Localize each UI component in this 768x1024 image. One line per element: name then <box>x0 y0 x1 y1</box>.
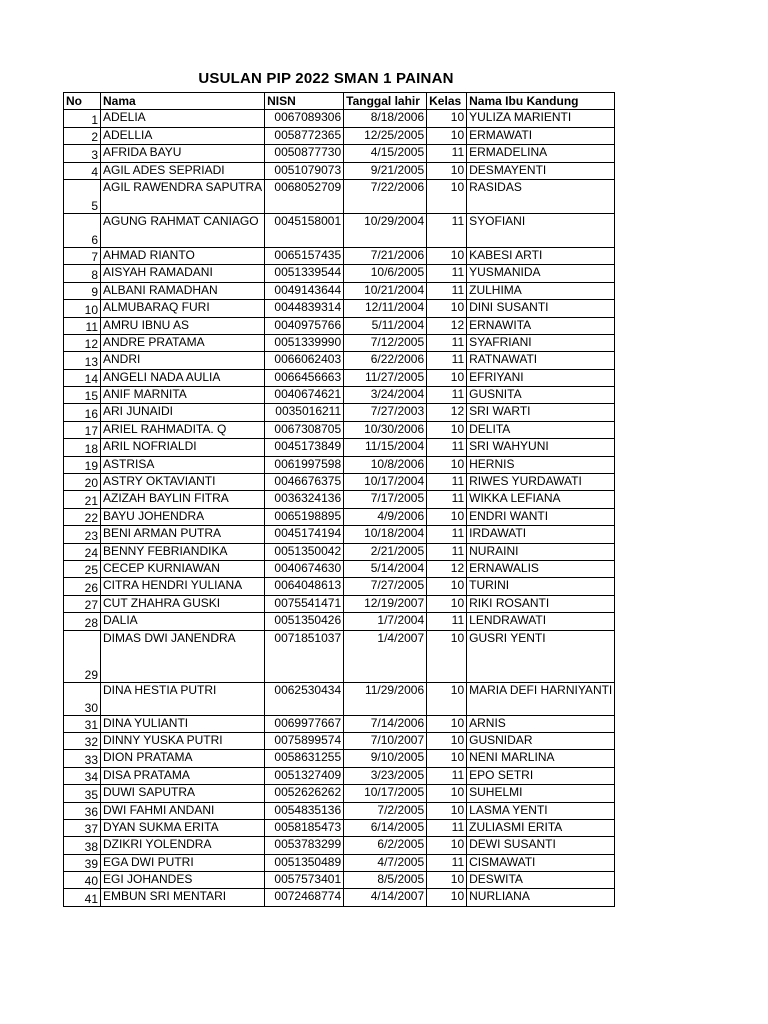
cell-no: 10 <box>64 300 101 317</box>
cell-tanggal-lahir: 10/30/2006 <box>344 421 427 438</box>
table-row <box>64 404 615 421</box>
header-nama-ibu: Nama Ibu Kandung <box>467 93 615 110</box>
cell-nama-ibu: DESWITA <box>467 872 615 889</box>
cell-nisn: 0058631255 <box>265 750 344 767</box>
cell-nama-ibu: GUSRI YENTI <box>467 630 615 682</box>
cell-nama-ibu: ENDRI WANTI <box>467 508 615 525</box>
cell-kelas: 10 <box>427 872 467 889</box>
cell-tanggal-lahir: 1/4/2007 <box>344 630 427 682</box>
cell-no: 11 <box>64 317 101 334</box>
cell-nama-ibu: DINI SUSANTI <box>467 300 615 317</box>
cell-nama-ibu: ERNAWALIS <box>467 560 615 577</box>
table-row <box>64 127 615 144</box>
cell-kelas: 10 <box>427 179 467 213</box>
cell-nama-ibu: YUSMANIDA <box>467 265 615 282</box>
cell-nisn: 0066062403 <box>265 352 344 369</box>
cell-nisn: 0062530434 <box>265 682 344 715</box>
cell-no: 17 <box>64 421 101 438</box>
cell-kelas: 11 <box>427 543 467 560</box>
cell-no: 5 <box>64 179 101 213</box>
cell-tanggal-lahir: 11/27/2005 <box>344 369 427 386</box>
table-row <box>64 767 615 784</box>
table-row <box>64 543 615 560</box>
cell-kelas: 12 <box>427 317 467 334</box>
cell-nisn: 0040975766 <box>265 317 344 334</box>
cell-nama: AMRU IBNU AS <box>101 317 265 334</box>
table-row <box>64 854 615 871</box>
cell-nisn: 0051350042 <box>265 543 344 560</box>
cell-nama: AFRIDA BAYU <box>101 145 265 162</box>
cell-tanggal-lahir: 7/14/2006 <box>344 715 427 732</box>
cell-tanggal-lahir: 6/2/2005 <box>344 837 427 854</box>
cell-tanggal-lahir: 10/29/2004 <box>344 213 427 247</box>
cell-tanggal-lahir: 9/21/2005 <box>344 162 427 179</box>
cell-tanggal-lahir: 1/7/2004 <box>344 613 427 630</box>
table-row <box>64 213 615 247</box>
cell-nama: ASTRISA <box>101 456 265 473</box>
header-nama: Nama <box>101 93 265 110</box>
cell-no: 20 <box>64 474 101 491</box>
cell-nama: CUT ZHAHRA GUSKI <box>101 595 265 612</box>
cell-tanggal-lahir: 7/27/2005 <box>344 578 427 595</box>
cell-no: 6 <box>64 213 101 247</box>
cell-no: 31 <box>64 715 101 732</box>
cell-nama-ibu: SUHELMI <box>467 785 615 802</box>
table-row <box>64 837 615 854</box>
cell-nisn: 0036324136 <box>265 491 344 508</box>
cell-nisn: 0069977667 <box>265 715 344 732</box>
cell-nisn: 0051350426 <box>265 613 344 630</box>
cell-kelas: 10 <box>427 715 467 732</box>
table-row <box>64 282 615 299</box>
cell-nama-ibu: RIWES YURDAWATI <box>467 474 615 491</box>
cell-no: 3 <box>64 145 101 162</box>
cell-nama-ibu: LENDRAWATI <box>467 613 615 630</box>
cell-no: 26 <box>64 578 101 595</box>
cell-tanggal-lahir: 7/17/2005 <box>344 491 427 508</box>
cell-kelas: 10 <box>427 837 467 854</box>
cell-nama-ibu: NURLIANA <box>467 889 615 906</box>
cell-no: 1 <box>64 110 101 127</box>
cell-nama-ibu: CISMAWATI <box>467 854 615 871</box>
cell-no: 23 <box>64 526 101 543</box>
cell-no: 12 <box>64 334 101 351</box>
cell-nisn: 0065198895 <box>265 508 344 525</box>
cell-nisn: 0058185473 <box>265 819 344 836</box>
cell-nama-ibu: YULIZA MARIENTI <box>467 110 615 127</box>
cell-kelas: 10 <box>427 456 467 473</box>
cell-no: 41 <box>64 889 101 906</box>
header-tanggal-lahir: Tanggal lahir <box>344 93 427 110</box>
cell-no: 25 <box>64 560 101 577</box>
cell-no: 21 <box>64 491 101 508</box>
cell-nama: AGIL RAWENDRA SAPUTRA <box>101 179 265 213</box>
cell-tanggal-lahir: 10/17/2004 <box>344 474 427 491</box>
cell-kelas: 10 <box>427 247 467 264</box>
cell-nama-ibu: SYOFIANI <box>467 213 615 247</box>
cell-no: 37 <box>64 819 101 836</box>
cell-nama-ibu: ERMADELINA <box>467 145 615 162</box>
cell-no: 29 <box>64 630 101 682</box>
cell-nisn: 0051350489 <box>265 854 344 871</box>
cell-kelas: 11 <box>427 819 467 836</box>
table-row <box>64 491 615 508</box>
cell-nama-ibu: DELITA <box>467 421 615 438</box>
table-row <box>64 630 615 682</box>
cell-tanggal-lahir: 7/21/2006 <box>344 247 427 264</box>
cell-nama-ibu: ZULHIMA <box>467 282 615 299</box>
cell-no: 36 <box>64 802 101 819</box>
cell-no: 18 <box>64 439 101 456</box>
cell-tanggal-lahir: 8/18/2006 <box>344 110 427 127</box>
cell-nama: ANDRE PRATAMA <box>101 334 265 351</box>
cell-nama-ibu: WIKKA LEFIANA <box>467 491 615 508</box>
cell-kelas: 10 <box>427 595 467 612</box>
cell-nama: BENNY FEBRIANDIKA <box>101 543 265 560</box>
table-row <box>64 872 615 889</box>
cell-nisn: 0046676375 <box>265 474 344 491</box>
cell-nisn: 0049143644 <box>265 282 344 299</box>
cell-nama: ARI JUNAIDI <box>101 404 265 421</box>
cell-nama: BAYU JOHENDRA <box>101 508 265 525</box>
table-row <box>64 802 615 819</box>
cell-nisn: 0065157435 <box>265 247 344 264</box>
table-row <box>64 421 615 438</box>
cell-nama-ibu: NENI MARLINA <box>467 750 615 767</box>
cell-no: 14 <box>64 369 101 386</box>
cell-no: 28 <box>64 613 101 630</box>
cell-kelas: 10 <box>427 732 467 749</box>
cell-kelas: 11 <box>427 282 467 299</box>
cell-no: 24 <box>64 543 101 560</box>
cell-nama: ADELIA <box>101 110 265 127</box>
cell-kelas: 10 <box>427 300 467 317</box>
table-row <box>64 352 615 369</box>
cell-nama: EMBUN SRI MENTARI <box>101 889 265 906</box>
table-row <box>64 162 615 179</box>
cell-nisn: 0068052709 <box>265 179 344 213</box>
cell-kelas: 11 <box>427 213 467 247</box>
cell-nama: DZIKRI YOLENDRA <box>101 837 265 854</box>
cell-tanggal-lahir: 10/17/2005 <box>344 785 427 802</box>
cell-nisn: 0044839314 <box>265 300 344 317</box>
cell-tanggal-lahir: 5/14/2004 <box>344 560 427 577</box>
cell-nama: DIMAS DWI JANENDRA <box>101 630 265 682</box>
cell-kelas: 10 <box>427 785 467 802</box>
cell-nama: DALIA <box>101 613 265 630</box>
cell-nama: AGUNG RAHMAT CANIAGO <box>101 213 265 247</box>
cell-kelas: 11 <box>427 854 467 871</box>
cell-tanggal-lahir: 4/7/2005 <box>344 854 427 871</box>
cell-nama-ibu: ERNAWITA <box>467 317 615 334</box>
cell-nama-ibu: RATNAWATI <box>467 352 615 369</box>
cell-nama-ibu: DESMAYENTI <box>467 162 615 179</box>
cell-tanggal-lahir: 12/25/2005 <box>344 127 427 144</box>
cell-nama: ANIF MARNITA <box>101 387 265 404</box>
cell-nama-ibu: TURINI <box>467 578 615 595</box>
cell-nisn: 0066456663 <box>265 369 344 386</box>
cell-nisn: 0045173849 <box>265 439 344 456</box>
cell-nisn: 0071851037 <box>265 630 344 682</box>
cell-nisn: 0067089306 <box>265 110 344 127</box>
cell-kelas: 11 <box>427 387 467 404</box>
cell-tanggal-lahir: 10/18/2004 <box>344 526 427 543</box>
cell-kelas: 10 <box>427 369 467 386</box>
cell-no: 7 <box>64 247 101 264</box>
table-row <box>64 265 615 282</box>
cell-nama-ibu: RIKI ROSANTI <box>467 595 615 612</box>
student-table <box>63 92 615 907</box>
cell-tanggal-lahir: 7/10/2007 <box>344 732 427 749</box>
cell-nama: AZIZAH BAYLIN FITRA <box>101 491 265 508</box>
cell-tanggal-lahir: 5/11/2004 <box>344 317 427 334</box>
cell-tanggal-lahir: 6/14/2005 <box>344 819 427 836</box>
cell-tanggal-lahir: 11/15/2004 <box>344 439 427 456</box>
cell-kelas: 10 <box>427 682 467 715</box>
cell-nama-ibu: GUSNIDAR <box>467 732 615 749</box>
cell-nama: ARIEL RAHMADITA. Q <box>101 421 265 438</box>
cell-no: 13 <box>64 352 101 369</box>
table-row <box>64 179 615 213</box>
table-row <box>64 145 615 162</box>
cell-tanggal-lahir: 2/21/2005 <box>344 543 427 560</box>
table-row <box>64 613 615 630</box>
cell-nisn: 0054835136 <box>265 802 344 819</box>
cell-nama: ASTRY OKTAVIANTI <box>101 474 265 491</box>
cell-nama: DINA HESTIA PUTRI <box>101 682 265 715</box>
cell-no: 15 <box>64 387 101 404</box>
table-row <box>64 439 615 456</box>
cell-nama-ibu: HERNIS <box>467 456 615 473</box>
table-row <box>64 247 615 264</box>
cell-kelas: 10 <box>427 802 467 819</box>
cell-kelas: 10 <box>427 110 467 127</box>
cell-no: 19 <box>64 456 101 473</box>
cell-no: 4 <box>64 162 101 179</box>
header-kelas: Kelas <box>427 93 467 110</box>
cell-kelas: 11 <box>427 613 467 630</box>
cell-kelas: 10 <box>427 508 467 525</box>
table-row <box>64 110 615 127</box>
cell-nama-ibu: IRDAWATI <box>467 526 615 543</box>
cell-no: 35 <box>64 785 101 802</box>
table-row <box>64 715 615 732</box>
cell-nama: ARIL NOFRIALDI <box>101 439 265 456</box>
header-nisn: NISN <box>265 93 344 110</box>
cell-nama-ibu: LASMA YENTI <box>467 802 615 819</box>
cell-kelas: 10 <box>427 162 467 179</box>
cell-nama: ALBANI RAMADHAN <box>101 282 265 299</box>
cell-tanggal-lahir: 8/5/2005 <box>344 872 427 889</box>
cell-nisn: 0052626262 <box>265 785 344 802</box>
table-header-row <box>64 93 615 110</box>
cell-no: 22 <box>64 508 101 525</box>
cell-nisn: 0051339544 <box>265 265 344 282</box>
cell-nama: DISA PRATAMA <box>101 767 265 784</box>
cell-kelas: 10 <box>427 630 467 682</box>
cell-nama-ibu: SRI WARTI <box>467 404 615 421</box>
cell-tanggal-lahir: 11/29/2006 <box>344 682 427 715</box>
cell-nisn: 0035016211 <box>265 404 344 421</box>
cell-tanggal-lahir: 7/27/2003 <box>344 404 427 421</box>
cell-nama: DUWI SAPUTRA <box>101 785 265 802</box>
table-row <box>64 819 615 836</box>
cell-tanggal-lahir: 7/12/2005 <box>344 334 427 351</box>
document-title: USULAN PIP 2022 SMAN 1 PAINAN <box>198 70 454 87</box>
cell-tanggal-lahir: 9/10/2005 <box>344 750 427 767</box>
cell-nisn: 0051327409 <box>265 767 344 784</box>
cell-nisn: 0057573401 <box>265 872 344 889</box>
cell-nama: DYAN SUKMA ERITA <box>101 819 265 836</box>
cell-nama: AHMAD RIANTO <box>101 247 265 264</box>
cell-kelas: 11 <box>427 526 467 543</box>
cell-kelas: 11 <box>427 265 467 282</box>
cell-nisn: 0050877730 <box>265 145 344 162</box>
cell-nama-ibu: MARIA DEFI HARNIYANTI <box>467 682 615 715</box>
cell-nisn: 0064048613 <box>265 578 344 595</box>
cell-nama: ADELLIA <box>101 127 265 144</box>
cell-nama-ibu: ZULIASMI ERITA <box>467 819 615 836</box>
cell-kelas: 11 <box>427 439 467 456</box>
cell-nama: CITRA HENDRI YULIANA <box>101 578 265 595</box>
cell-kelas: 11 <box>427 352 467 369</box>
table-row <box>64 889 615 906</box>
cell-kelas: 10 <box>427 421 467 438</box>
cell-kelas: 11 <box>427 767 467 784</box>
header-no: No <box>64 93 101 110</box>
cell-kelas: 11 <box>427 474 467 491</box>
cell-nisn: 0051079073 <box>265 162 344 179</box>
cell-nama-ibu: ERMAWATI <box>467 127 615 144</box>
cell-no: 30 <box>64 682 101 715</box>
cell-nama: AGIL ADES SEPRIADI <box>101 162 265 179</box>
table-row <box>64 526 615 543</box>
cell-tanggal-lahir: 4/15/2005 <box>344 145 427 162</box>
cell-tanggal-lahir: 7/22/2006 <box>344 179 427 213</box>
cell-nama: EGI JOHANDES <box>101 872 265 889</box>
cell-nama-ibu: EPO SETRI <box>467 767 615 784</box>
cell-kelas: 12 <box>427 404 467 421</box>
cell-no: 34 <box>64 767 101 784</box>
cell-tanggal-lahir: 10/8/2006 <box>344 456 427 473</box>
cell-no: 38 <box>64 837 101 854</box>
cell-tanggal-lahir: 4/14/2007 <box>344 889 427 906</box>
cell-nisn: 0061997598 <box>265 456 344 473</box>
cell-no: 39 <box>64 854 101 871</box>
table-row <box>64 785 615 802</box>
cell-nama: ANDRI <box>101 352 265 369</box>
cell-nisn: 0075541471 <box>265 595 344 612</box>
table-row <box>64 560 615 577</box>
table-body <box>64 110 615 906</box>
table-row <box>64 732 615 749</box>
table-row <box>64 595 615 612</box>
table-row <box>64 369 615 386</box>
cell-nama: DINNY YUSKA PUTRI <box>101 732 265 749</box>
cell-nama-ibu: NURAINI <box>467 543 615 560</box>
cell-kelas: 11 <box>427 491 467 508</box>
cell-no: 2 <box>64 127 101 144</box>
table-row <box>64 300 615 317</box>
cell-kelas: 10 <box>427 127 467 144</box>
cell-nama-ibu: SYAFRIANI <box>467 334 615 351</box>
cell-kelas: 10 <box>427 578 467 595</box>
cell-nama: DWI FAHMI ANDANI <box>101 802 265 819</box>
cell-tanggal-lahir: 3/24/2004 <box>344 387 427 404</box>
cell-nama: CECEP KURNIAWAN <box>101 560 265 577</box>
cell-tanggal-lahir: 3/23/2005 <box>344 767 427 784</box>
cell-nama: ALMUBARAQ FURI <box>101 300 265 317</box>
cell-nisn: 0075899574 <box>265 732 344 749</box>
cell-no: 16 <box>64 404 101 421</box>
cell-tanggal-lahir: 4/9/2006 <box>344 508 427 525</box>
cell-tanggal-lahir: 12/19/2007 <box>344 595 427 612</box>
table-row <box>64 317 615 334</box>
cell-nisn: 0040674621 <box>265 387 344 404</box>
table-row <box>64 387 615 404</box>
table-row <box>64 578 615 595</box>
cell-kelas: 12 <box>427 560 467 577</box>
cell-no: 27 <box>64 595 101 612</box>
cell-nama: DION PRATAMA <box>101 750 265 767</box>
table-row <box>64 334 615 351</box>
cell-no: 32 <box>64 732 101 749</box>
cell-nama: EGA DWI PUTRI <box>101 854 265 871</box>
cell-nama: AISYAH RAMADANI <box>101 265 265 282</box>
cell-nama-ibu: KABESI ARTI <box>467 247 615 264</box>
cell-nama-ibu: ARNIS <box>467 715 615 732</box>
cell-nisn: 0053783299 <box>265 837 344 854</box>
cell-nisn: 0051339990 <box>265 334 344 351</box>
cell-nisn: 0045174194 <box>265 526 344 543</box>
cell-kelas: 11 <box>427 145 467 162</box>
cell-no: 33 <box>64 750 101 767</box>
cell-no: 40 <box>64 872 101 889</box>
cell-nama-ibu: GUSNITA <box>467 387 615 404</box>
cell-no: 9 <box>64 282 101 299</box>
table-row <box>64 456 615 473</box>
table-row <box>64 474 615 491</box>
cell-nisn: 0040674630 <box>265 560 344 577</box>
cell-tanggal-lahir: 7/2/2005 <box>344 802 427 819</box>
cell-nama-ibu: DEWI SUSANTI <box>467 837 615 854</box>
cell-nama-ibu: SRI WAHYUNI <box>467 439 615 456</box>
cell-nama: DINA YULIANTI <box>101 715 265 732</box>
table-row <box>64 508 615 525</box>
cell-no: 8 <box>64 265 101 282</box>
cell-kelas: 10 <box>427 750 467 767</box>
cell-tanggal-lahir: 10/6/2005 <box>344 265 427 282</box>
cell-tanggal-lahir: 6/22/2006 <box>344 352 427 369</box>
cell-kelas: 10 <box>427 889 467 906</box>
table-row <box>64 682 615 715</box>
cell-nama-ibu: RASIDAS <box>467 179 615 213</box>
cell-nisn: 0058772365 <box>265 127 344 144</box>
cell-nama: ANGELI NADA AULIA <box>101 369 265 386</box>
cell-tanggal-lahir: 12/11/2004 <box>344 300 427 317</box>
table-row <box>64 750 615 767</box>
cell-nisn: 0045158001 <box>265 213 344 247</box>
cell-nisn: 0067308705 <box>265 421 344 438</box>
cell-nisn: 0072468774 <box>265 889 344 906</box>
cell-tanggal-lahir: 10/21/2004 <box>344 282 427 299</box>
cell-nama-ibu: EFRIYANI <box>467 369 615 386</box>
cell-nama: BENI ARMAN PUTRA <box>101 526 265 543</box>
cell-kelas: 11 <box>427 334 467 351</box>
